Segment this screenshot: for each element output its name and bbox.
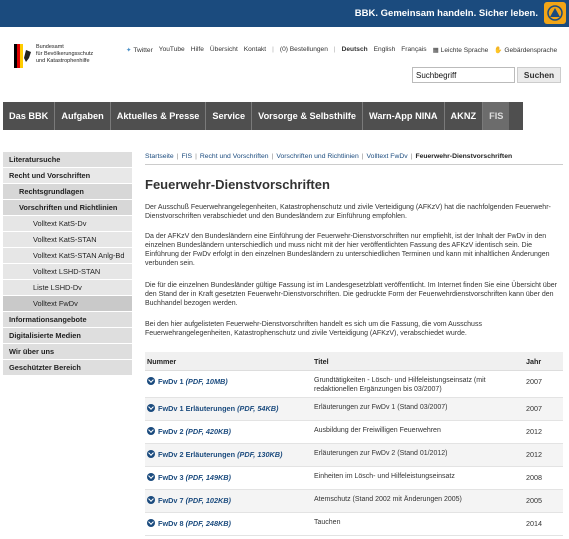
sidebar-item-geschuetzter-bereich[interactable]: Geschützter Bereich xyxy=(3,360,132,376)
table-row xyxy=(145,371,563,398)
download-arrow-icon xyxy=(147,519,155,527)
sidebar-item-digitalisierte-medien[interactable]: Digitalisierte Medien xyxy=(3,328,132,344)
top-bar xyxy=(0,0,569,27)
language-deutsch[interactable]: Deutsch xyxy=(341,46,368,53)
download-arrow-icon xyxy=(147,473,155,481)
meta-navigation xyxy=(126,46,557,56)
language-francais[interactable]: Français xyxy=(401,46,427,53)
document-title: Erläuterungen zur FwDv 1 (Stand 03/2007) xyxy=(314,404,448,411)
sidebar-item-informationsangebote[interactable]: Informationsangebote xyxy=(3,312,132,328)
document-meta: (PDF, 102KB) xyxy=(185,496,231,505)
document-meta: (PDF, 54KB) xyxy=(237,404,279,413)
twitter-link[interactable] xyxy=(126,46,153,56)
document-year: 2005 xyxy=(526,496,542,505)
hilfe-link[interactable]: Hilfe xyxy=(190,46,204,53)
document-link[interactable] xyxy=(147,519,231,528)
table-row xyxy=(145,444,563,467)
sidebar-item-vorschriften-und-richtlinien[interactable]: Vorschriften und Richtlinien xyxy=(3,200,132,216)
bbk-triangle-logo-icon[interactable] xyxy=(544,2,566,24)
brand-logo[interactable] xyxy=(14,42,124,72)
gebaerdensprache-label: Gebärdensprache xyxy=(504,47,558,54)
info-paragraph-3: Die für die einzelnen Bundesländer gültige Fassung ist im Landesgesetzblatt veröffentlicht. Im Internet finden Sie eine Übersicht über den Stand der in Kraft gesetzten Feuerwehr-Dienstvorschriften. Die gedruckte Form der Feuerwehrdienstvorschriften kann über den Buchhandel bezogen werden. xyxy=(145,282,557,307)
search-button[interactable]: Suchen xyxy=(517,67,561,83)
main-navigation xyxy=(3,102,523,130)
nav-fis[interactable]: FIS xyxy=(483,102,509,130)
nav-aufgaben[interactable]: Aufgaben xyxy=(55,102,110,130)
breadcrumb-separator: | xyxy=(361,153,364,160)
document-title: Atemschutz (Stand 2002 mit Änderungen 2005) xyxy=(314,496,462,503)
table-row xyxy=(145,421,563,444)
document-link[interactable] xyxy=(147,450,283,459)
document-year: 2007 xyxy=(526,404,542,413)
documents-table xyxy=(145,352,563,536)
breadcrumb-recht[interactable]: Recht und Vorschriften xyxy=(199,153,269,160)
document-title: Grundtätigkeiten - Lösch- und Hilfeleistungseinsatz (mit redaktionellen Ergänzungen bis 03/2007) xyxy=(314,377,486,393)
brand-line-1: Bundesamt xyxy=(36,44,64,50)
leichte-sprache-label: Leichte Sprache xyxy=(440,47,489,54)
language-english[interactable]: English xyxy=(373,46,396,53)
document-link[interactable] xyxy=(147,427,231,436)
breadcrumb-current: Feuerwehr-Dienstvorschriften xyxy=(415,153,513,160)
kontakt-link[interactable]: Kontakt xyxy=(243,46,267,53)
breadcrumb-separator: | xyxy=(176,153,179,160)
sidebar-item-literatursuche[interactable]: Literatursuche xyxy=(3,152,132,168)
document-meta: (PDF, 130KB) xyxy=(237,450,283,459)
document-name: FwDv 1 xyxy=(158,377,184,386)
document-link[interactable] xyxy=(147,377,228,386)
download-arrow-icon xyxy=(147,404,155,412)
breadcrumb-separator: | xyxy=(195,153,197,160)
breadcrumb xyxy=(145,153,512,160)
sidebar-item-volltext-kats-stan[interactable]: Volltext KatS-STAN xyxy=(3,232,132,248)
sidebar xyxy=(3,152,132,376)
brand-line-3: und Katastrophenhilfe xyxy=(36,58,90,64)
twitter-label: Twitter xyxy=(133,47,153,54)
sidebar-item-volltext-lshd-stan[interactable]: Volltext LSHD-STAN xyxy=(3,264,132,280)
sidebar-item-wir-ueber-uns[interactable]: Wir über uns xyxy=(3,344,132,360)
breadcrumb-separator: | xyxy=(410,153,413,160)
document-link[interactable] xyxy=(147,473,231,482)
document-meta: (PDF, 10MB) xyxy=(185,377,228,386)
document-name: FwDv 2 Erläuterungen xyxy=(158,450,236,459)
document-meta: (PDF, 420KB) xyxy=(185,427,231,436)
table-header xyxy=(145,352,563,371)
document-year: 2008 xyxy=(526,473,542,482)
document-meta: (PDF, 149KB) xyxy=(185,473,231,482)
document-year: 2012 xyxy=(526,427,542,436)
header-titel: Titel xyxy=(314,357,329,366)
breadcrumb-vorschriften[interactable]: Vorschriften und Richtlinien xyxy=(276,153,359,160)
document-year: 2014 xyxy=(526,519,542,528)
document-link[interactable] xyxy=(147,404,278,413)
intro-paragraph: Der Ausschuß Feuerwehrangelegenheiten, Katastrophenschutz und zivile Verteidigung (AFKzV) hat die nachfolgenden Feuerwehr-Dienstvorschriften verabschiedet und den Bundesländern zur Einführung empfohlen. xyxy=(145,204,551,220)
nav-aktuelles-presse[interactable]: Aktuelles & Presse xyxy=(111,102,207,130)
eagle-icon xyxy=(14,44,32,68)
divider xyxy=(145,164,563,165)
sidebar-item-volltext-fwdv[interactable]: Volltext FwDv xyxy=(3,296,132,312)
page-title: Feuerwehr-Dienstvorschriften xyxy=(145,177,330,192)
gebaerdensprache-link[interactable] xyxy=(494,46,557,56)
table-row xyxy=(145,513,563,536)
document-title: Erläuterungen zur FwDv 2 (Stand 01/2012) xyxy=(314,450,448,457)
table-row xyxy=(145,467,563,490)
sidebar-item-liste-lshd-dv[interactable]: Liste LSHD-Dv xyxy=(3,280,132,296)
sidebar-item-volltext-kats-dv[interactable]: Volltext KatS-Dv xyxy=(3,216,132,232)
youtube-link[interactable]: YouTube xyxy=(158,46,185,53)
document-title: Tauchen xyxy=(314,519,341,526)
document-name: FwDv 7 xyxy=(158,496,184,505)
nav-das-bbk[interactable]: Das BBK xyxy=(3,102,55,130)
download-arrow-icon xyxy=(147,377,155,385)
sidebar-item-recht-und-vorschriften[interactable]: Recht und Vorschriften xyxy=(3,168,132,184)
document-link[interactable] xyxy=(147,496,231,505)
document-name: FwDv 8 xyxy=(158,519,184,528)
nav-service[interactable]: Service xyxy=(206,102,252,130)
document-title: Einheiten im Lösch- und Hilfeleistungseinsatz xyxy=(314,473,455,480)
header-jahr: Jahr xyxy=(526,357,542,366)
brand-line-2: für Bevölkerungsschutz xyxy=(36,51,94,57)
info-paragraph-4: Bei den hier aufgelisteten Feuerwehr-Dienstvorschriften handelt es sich um die Fassung, die vom Ausschuss Feuerwehrangelegenheiten, Katastrophenschutz und zivile Verteidigung (AFKzV), verabschiedet wurde. xyxy=(145,321,482,337)
document-name: FwDv 1 Erläuterungen xyxy=(158,404,236,413)
slogan: BBK. Gemeinsam handeln. Sicher leben. xyxy=(354,8,538,19)
sidebar-item-rechtsgrundlagen[interactable]: Rechtsgrundlagen xyxy=(3,184,132,200)
leichte-sprache-link[interactable] xyxy=(433,46,489,56)
breadcrumb-volltext-fwdv[interactable]: Volltext FwDv xyxy=(366,153,408,160)
table-row xyxy=(145,490,563,513)
document-year: 2012 xyxy=(526,450,542,459)
document-meta: (PDF, 248KB) xyxy=(185,519,231,528)
bestellungen-link[interactable]: (0) Bestellungen xyxy=(279,46,328,53)
search-input[interactable] xyxy=(412,67,515,83)
divider: | xyxy=(333,46,336,53)
info-paragraph-2: Da der AFKzV den Bundesländern eine Einführung der Feuerwehr-Dienstvorschriften nur empfiehlt, ist der Inhalt der FwDv in den einzelnen Bundesländern unterschiedlich und muss nicht mit der hier veröffentlichten Fassung des AFKzV identisch sein. Die Einführung der FwDv erfolgt in den einzelnen Bundesländern zu unterschiedlichen Terminen und kann mit inhaltlichen Änderungen verbunden sein. xyxy=(145,233,550,267)
table-row xyxy=(145,398,563,421)
uebersicht-link[interactable]: Übersicht xyxy=(209,46,238,53)
breadcrumb-separator: | xyxy=(271,153,274,160)
divider: | xyxy=(272,46,274,53)
document-year: 2007 xyxy=(526,377,542,386)
download-arrow-icon xyxy=(147,496,155,504)
twitter-icon: ✦ xyxy=(126,47,132,54)
header-nummer: Nummer xyxy=(147,357,177,366)
leichte-sprache-icon: ▦ xyxy=(432,47,439,54)
document-title: Ausbildung der Freiwilligen Feuerwehren xyxy=(314,427,441,434)
download-arrow-icon xyxy=(147,450,155,458)
gebaerdensprache-icon: ✋ xyxy=(494,47,503,54)
nav-warn-app-nina[interactable]: Warn-App NINA xyxy=(363,102,445,130)
sidebar-item-volltext-kats-stan-anlg-bd[interactable]: Volltext KatS-STAN Anlg-Bd xyxy=(3,248,132,264)
document-name: FwDv 2 xyxy=(158,427,184,436)
nav-vorsorge-selbsthilfe[interactable]: Vorsorge & Selbsthilfe xyxy=(252,102,363,130)
download-arrow-icon xyxy=(147,427,155,435)
breadcrumb-startseite[interactable]: Startseite xyxy=(145,153,174,160)
nav-aknz[interactable]: AKNZ xyxy=(445,102,484,130)
document-name: FwDv 3 xyxy=(158,473,184,482)
breadcrumb-fis[interactable]: FIS xyxy=(181,153,193,160)
